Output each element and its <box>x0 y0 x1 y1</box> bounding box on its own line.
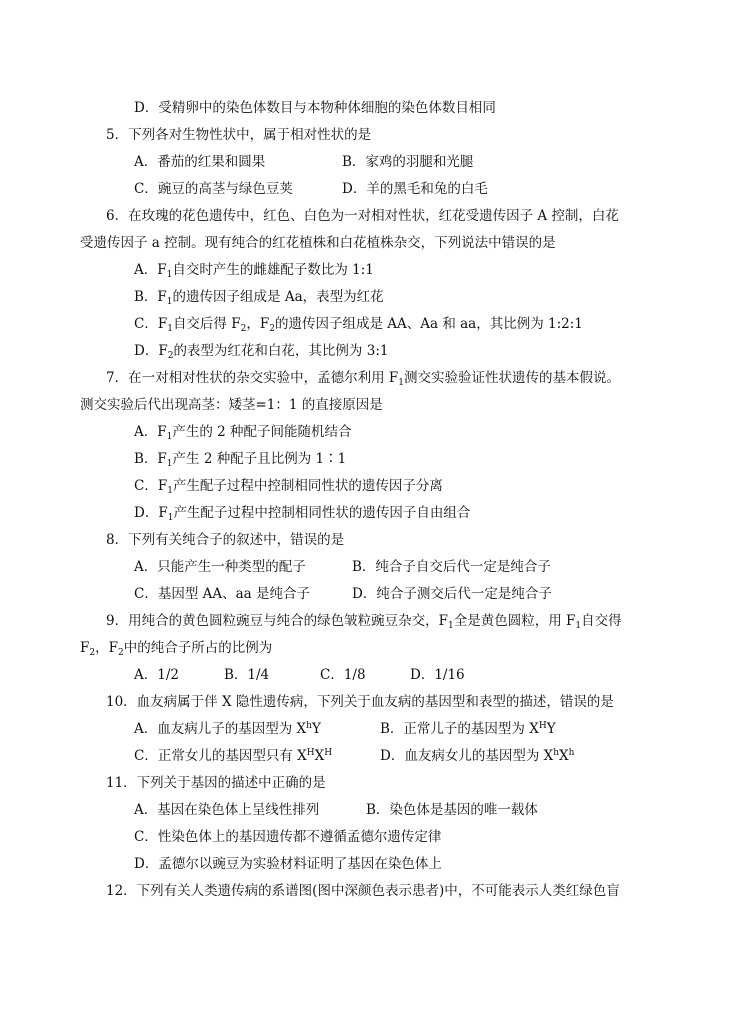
q6-stem-line1: 6．在玫瑰的花色遗传中，红色、白色为一对相对性状，红花受遗传因子 A 控制，白花 <box>106 208 619 224</box>
q8-stem: 8．下列有关纯合子的叙述中，错误的是 <box>106 532 345 548</box>
q5-option-a: A．番茄的红果和圆果 <box>134 154 266 170</box>
q6-option-a: A．$F_1$自交时产生的雌雄配子数比为 1:1 <box>134 262 374 280</box>
q8-option-b: B．纯合子自交后代一定是纯合子 <box>352 559 551 575</box>
q10-option-d: D．血友病女儿的基因型为 $X^hX^h$ <box>380 748 575 764</box>
q7-option-b: B．$F_1$产生 2 种配子且比例为 1∶1 <box>134 451 347 469</box>
q9-option-b: B．1/4 <box>224 667 270 683</box>
q11-option-b: B．染色体是基因的唯一载体 <box>366 802 538 818</box>
q7-stem-line2: 测交实验后代出现高茎：矮茎=1：1 的直接原因是 <box>80 397 383 413</box>
q5-option-c: C．豌豆的高茎与绿色豆荚 <box>134 181 293 197</box>
q7-option-d: D．$F_1$产生配子过程中控制相同性状的遗传因子自由组合 <box>134 505 471 523</box>
q11-stem: 11．下列关于基因的描述中正确的是 <box>106 775 326 791</box>
q6-option-d: D．$F_2$的表型为红花和白花，其比例为 3:1 <box>134 343 389 361</box>
q6-stem-line2: 受遗传因子 a 控制。现有纯合的红花植株和白花植株杂交，下列说法中错误的是 <box>80 235 556 251</box>
q11-option-a: A．基因在染色体上呈线性排列 <box>134 802 320 818</box>
q11-option-c: C．性染色体上的基因遗传都不遵循孟德尔遗传定律 <box>134 829 442 845</box>
q10-option-a: A．血友病儿子的基因型为 $X^hY$ <box>134 721 321 737</box>
q5-option-d: D．羊的黑毛和兔的白毛 <box>342 181 488 197</box>
q7-option-c: C．$F_1$产生配子过程中控制相同性状的遗传因子分离 <box>134 478 443 496</box>
q8-option-c: C．基因型 AA、aa 是纯合子 <box>134 586 311 602</box>
q7-stem-line1: 7．在一对相对性状的杂交实验中，孟德尔利用 $F_1$测交实验验证性状遗传的基本假说。 <box>106 370 620 388</box>
q9-option-a: A．1/2 <box>134 667 179 683</box>
q5-stem: 5．下列各对生物性状中，属于相对性状的是 <box>106 127 372 143</box>
q9-stem-line2: $F_2$，$F_2$中的纯合子所占的比例为 <box>80 640 273 658</box>
q6-option-c: C．$F_1$自交后得 $F_2$，$F_2$的遗传因子组成是 AA、Aa 和 aa，其比例为 1:2:1 <box>134 316 583 334</box>
q11-option-d: D．孟德尔以豌豆为实验材料证明了基因在染色体上 <box>134 856 442 872</box>
q12-stem: 12．下列有关人类遗传病的系谱图(图中深颜色表示患者)中，不可能表示人类红绿色盲 <box>106 883 620 899</box>
q6-option-b: B．$F_1$的遗传因子组成是 Aa，表型为红花 <box>134 289 384 307</box>
q9-stem-line1: 9．用纯合的黄色圆粒豌豆与纯合的绿色皱粒豌豆杂交，$F_1$全是黄色圆粒，用 $F_1$自交得 <box>106 613 622 631</box>
q8-option-d: D．纯合子测交后代一定是纯合子 <box>352 586 552 602</box>
q4-option-d: D．受精卵中的染色体数目与本物种体细胞的染色体数目相同 <box>134 100 496 116</box>
q5-option-b: B．家鸡的羽腿和光腿 <box>342 154 474 170</box>
q10-stem: 10．血友病属于伴 X 隐性遗传病，下列关于血友病的基因型和表型的描述，错误的是 <box>106 694 614 710</box>
q10-option-b: B．正常儿子的基因型为 $X^HY$ <box>380 721 556 737</box>
q9-option-c: C．1/8 <box>320 667 366 683</box>
q7-option-a: A．$F_1$产生的 2 种配子间能随机结合 <box>134 424 352 442</box>
q8-option-a: A．只能产生一种类型的配子 <box>134 559 306 575</box>
q10-option-c: C．正常女儿的基因型只有 $X^HX^H$ <box>134 748 333 764</box>
q9-option-d: D．1/16 <box>410 667 465 683</box>
